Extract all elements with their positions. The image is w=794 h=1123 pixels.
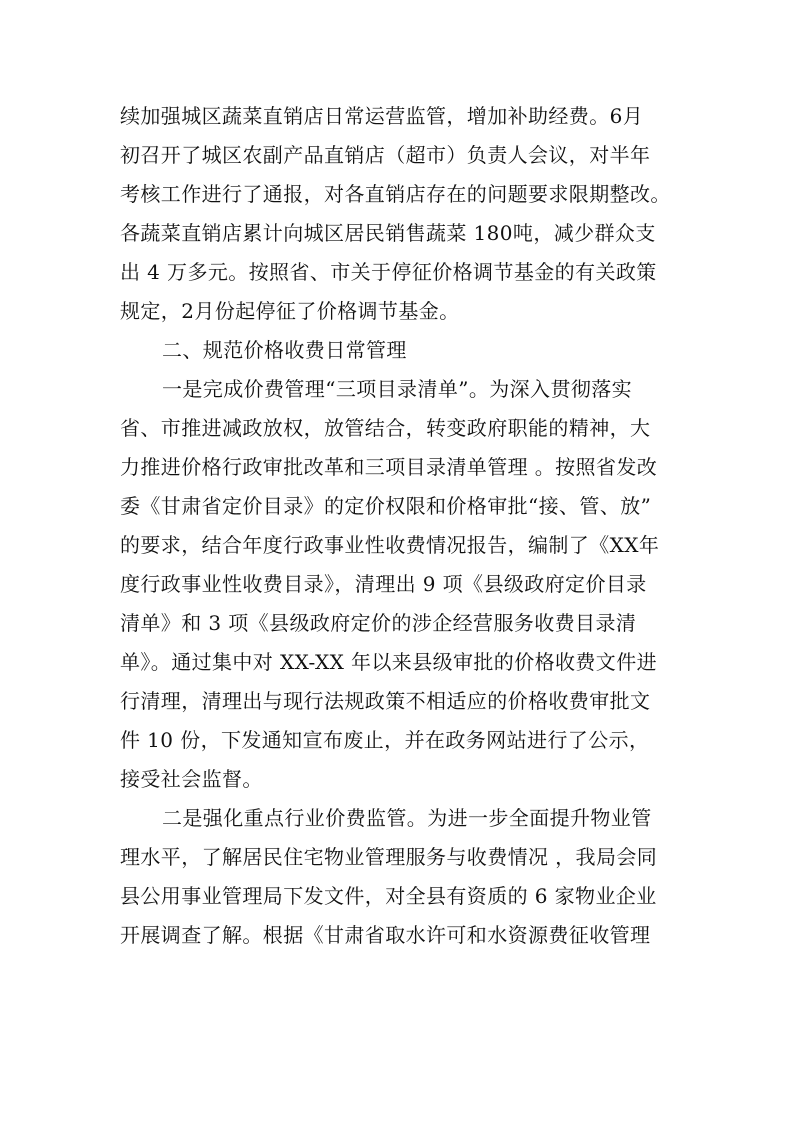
text-line-11: 委《甘肃省定价目录》的定价权限和价格审批“接、管、放” [120, 494, 652, 518]
text-line-19: 二是强化重点行业价费监管。为进一步全面提升物业管 [162, 806, 652, 830]
text-line-21: 县公用事业管理局下发文件，对全县有资质的 6 家物业企业 [120, 884, 657, 908]
text-line-16: 行清理，清理出与现行法规政策不相适应的价格收费审批文 [120, 689, 651, 713]
text-line-20: 理水平，了解居民住宅物业管理服务与收费情况 ，我局会同 [120, 845, 658, 869]
text-line-4: 各蔬菜直销店累计向城区居民销售蔬菜 180吨，减少群众支 [120, 221, 656, 245]
text-line-22: 开展调查了解。根据《甘肃省取水许可和水资源费征收管理 [120, 923, 651, 947]
text-line-5: 出 4 万多元。按照省、市关于停征价格调节基金的有关政策 [120, 260, 657, 284]
text-line-9: 省、市推进减政放权，放管结合，转变政府职能的精神，大 [120, 416, 651, 440]
text-line-10: 力推进价格行政审批改革和三项目录清单管理 。按照省发改 [120, 455, 658, 479]
text-line-14: 清单》和 3 项《县级政府定价的涉企经营服务收费目录清 [120, 611, 637, 635]
text-line-13: 度行政事业性收费目录》，清理出 9 项《县级政府定价目录 [120, 572, 647, 596]
text-line-12: 的要求，结合年度行政事业性收费情况报告，编制了《XX年 [120, 533, 660, 557]
text-line-8: 一是完成价费管理“三项目录清单”。为深入贯彻落实 [162, 377, 633, 401]
text-line-17: 件 10 份，下发通知宣布废止，并在政务网站进行了公示， [120, 728, 650, 752]
section-heading: 二、规范价格收费日常管理 [162, 338, 407, 362]
text-line-2: 初召开了城区农副产品直销店（超市）负责人会议，对半年 [120, 143, 651, 167]
text-line-1: 续加强城区蔬菜直销店日常运营监管，增加补助经费。6月 [120, 104, 644, 128]
text-line-6: 规定，2月份起停征了价格调节基金。 [120, 299, 460, 323]
text-line-3: 考核工作进行了通报，对各直销店存在的问题要求限期整改。 [120, 182, 671, 206]
text-line-18: 接受社会监督。 [120, 767, 263, 791]
text-line-15: 单》。通过集中对 XX-XX 年以来县级审批的价格收费文件进 [120, 650, 657, 674]
